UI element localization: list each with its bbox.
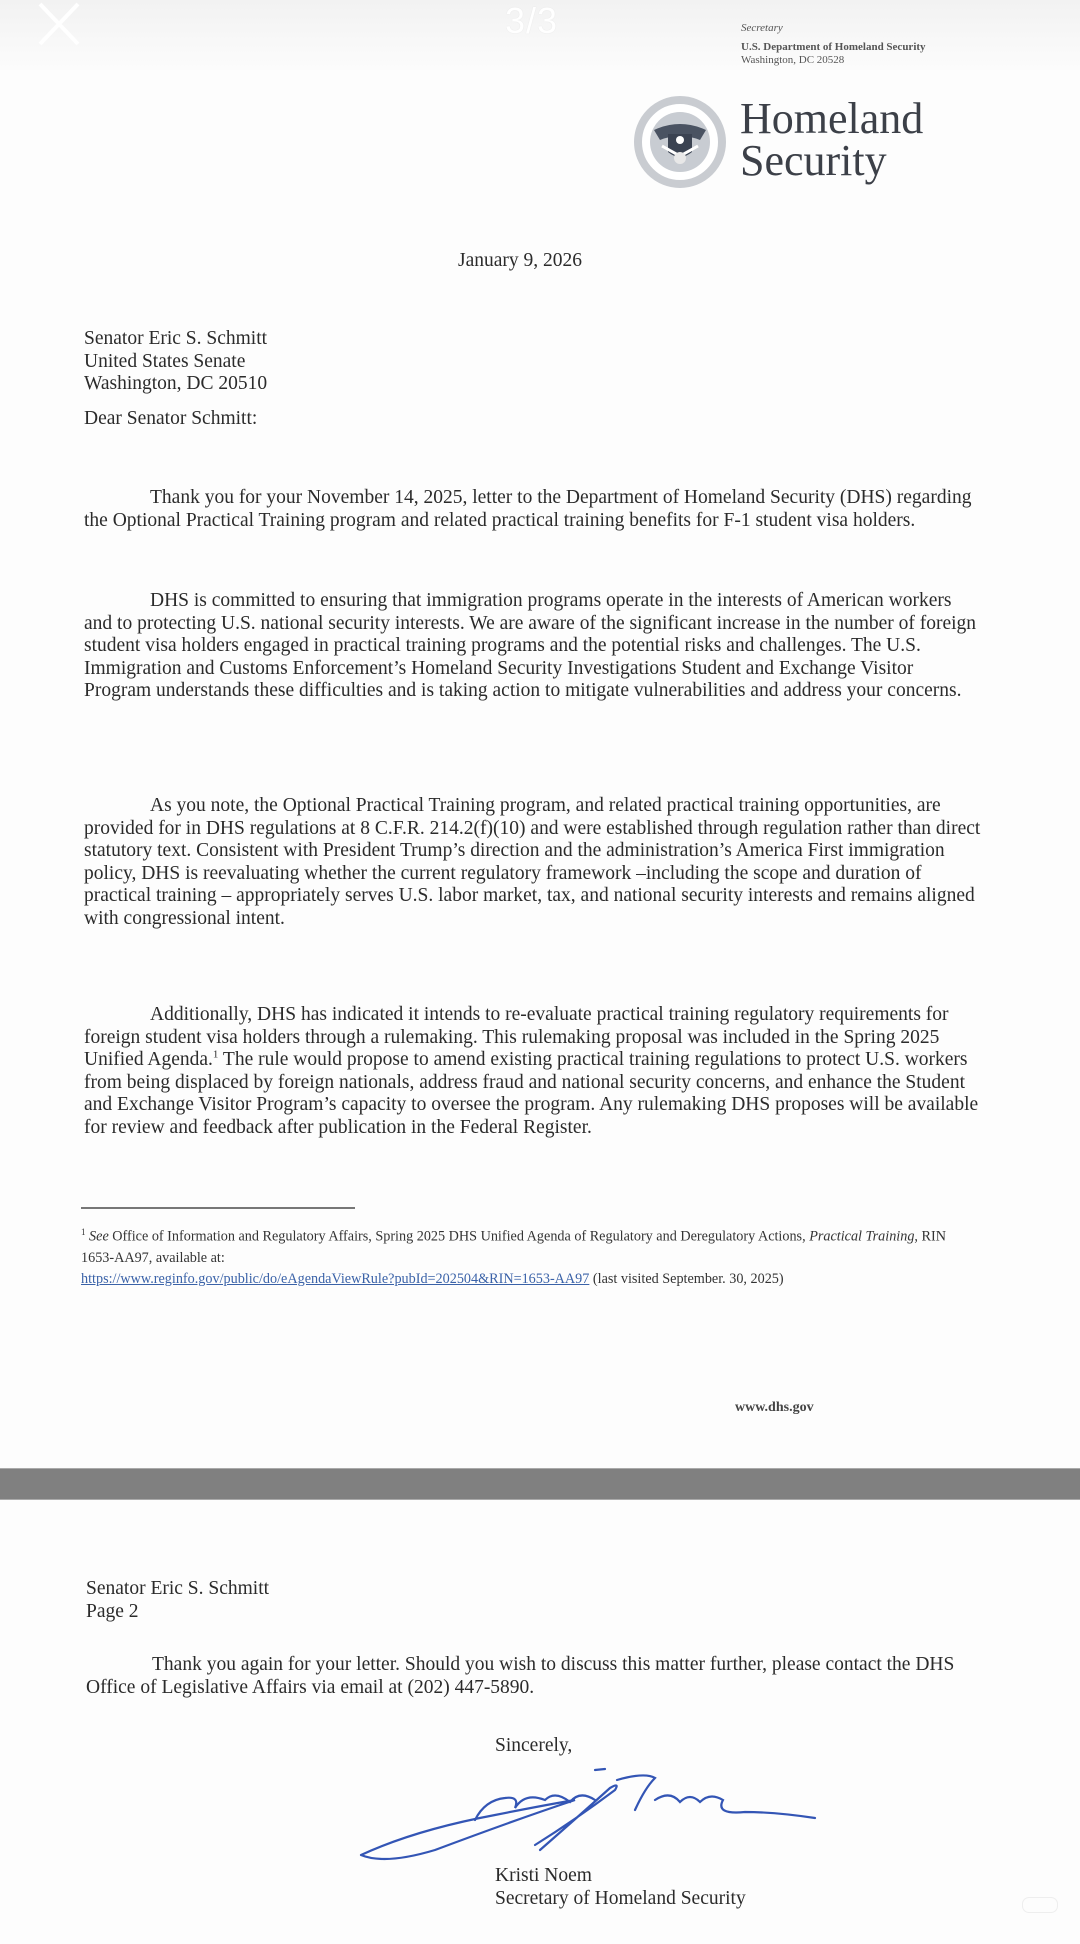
signer-block: [495, 1865, 746, 1910]
footnote: [81, 1222, 981, 1290]
letterhead-office-block: [741, 22, 926, 67]
watermark-badge: [1022, 1897, 1058, 1913]
footnote-marker: 1: [81, 1227, 86, 1237]
paragraph-4-text-a: Additionally, DHS has indicated it intends to re-evaluate practical training regulatory requirements for foreign student visa holders through a rulemaking. This rulemaking proposal was included in the Spring 2025 Unified Agenda.: [84, 1004, 949, 1071]
page-2-recipient: Senator Eric S. Schmitt: [86, 1578, 270, 1599]
body-paragraph-1: Thank you for your November 14, 2025, letter to the Department of Homeland Security (DHS) regarding the Optional Practical Training program and related practical training benefits for F-1 student visa holders.: [84, 487, 972, 531]
page-divider: [0, 1468, 1080, 1500]
footnote-text-3: (last visited September. 30, 2025): [589, 1270, 784, 1287]
salutation: Dear Senator Schmitt:: [84, 408, 258, 429]
footnote-see: See: [89, 1228, 109, 1245]
footnote-text-1: Office of Information and Regulatory Affairs, Spring 2025 DHS Unified Agenda of Regulatory and Deregulatory Actions,: [108, 1228, 810, 1245]
brand-line-2: Security: [740, 136, 887, 185]
footnote-link[interactable]: https://www.reginfo.gov/public/do/eAgendaViewRule?pubId=202504&RIN=1653-AA97: [81, 1270, 590, 1287]
brand-line-1: Homeland: [740, 94, 924, 143]
footer-website: www.dhs.gov: [735, 1400, 814, 1415]
body-paragraph-5: Thank you again for your letter. Should you wish to discuss this matter further, please contact the DHS Office of Legislative Affairs via email at (202) 447-5890.: [86, 1654, 955, 1698]
footnote-text-2: , RIN 1653-AA97, available at:: [81, 1228, 946, 1266]
close-icon: [34, 2, 84, 46]
body-paragraph-3: As you note, the Optional Practical Training program, and related practical training opportunities, are provided for in DHS regulations at 8 C.F.R. 214.2(f)(10) and were established through regulation rather than direct statutory text. Consistent with President Trump’s direction and the administration’s America First immigration policy, DHS is reevaluating whether the current regulatory framework –including the scope and duration of practical training – appropriately serves U.S. labor market, tax, and national security interests and remains aligned with congressional intent.: [84, 795, 981, 929]
signature-image: [355, 1760, 875, 1880]
page-counter: 3/3: [505, 0, 559, 41]
recipient-name: Senator Eric S. Schmitt: [84, 328, 268, 349]
dhs-seal-icon: [634, 96, 726, 188]
footnote-divider: [81, 1207, 355, 1209]
closing: Sincerely,: [495, 1735, 573, 1756]
paragraph-4-text-b: The rule would propose to amend existing practical training regulations to protect U.S. workers from being displaced by foreign nationals, address fraud and national security concerns, and enhance the Student and Exchange Visitor Program’s capacity to oversee the program. Any rulemaking DHS proposes will be available for review and feedback after publication in the Federal Register.: [84, 1049, 979, 1138]
homeland-security-wordmark: [740, 94, 924, 185]
close-button[interactable]: [34, 2, 84, 46]
footnote-reference[interactable]: 1: [212, 1048, 219, 1061]
recipient-city: Washington, DC 20510: [84, 373, 268, 395]
department-address: Washington, DC 20528: [741, 54, 845, 66]
department-name: U.S. Department of Homeland Security: [741, 41, 926, 53]
page-2-header: [86, 1578, 269, 1623]
letter-date: January 9, 2026: [458, 250, 583, 271]
recipient-org: United States Senate: [84, 350, 246, 372]
recipient-address: [84, 328, 267, 396]
footnote-title: Practical Training: [809, 1228, 915, 1245]
body-paragraph-4: [84, 1004, 984, 1140]
page-2-number: Page 2: [86, 1600, 139, 1622]
signer-title: Secretary of Homeland Security: [495, 1887, 746, 1909]
body-paragraph-2: DHS is committed to ensuring that immigration programs operate in the interests of American workers and to protecting U.S. national security interests. We are aware of the significant increase in the number of foreign student visa holders engaged in practical training programs and the potential risks and challenges. The U.S. Immigration and Customs Enforcement’s Homeland Security Investigations Student and Exchange Visitor Program understands these difficulties and is taking action to mitigate vulnerabilities and address your concerns.: [84, 590, 977, 702]
office-title: Secretary: [741, 22, 783, 34]
signer-name: Kristi Noem: [495, 1865, 592, 1886]
